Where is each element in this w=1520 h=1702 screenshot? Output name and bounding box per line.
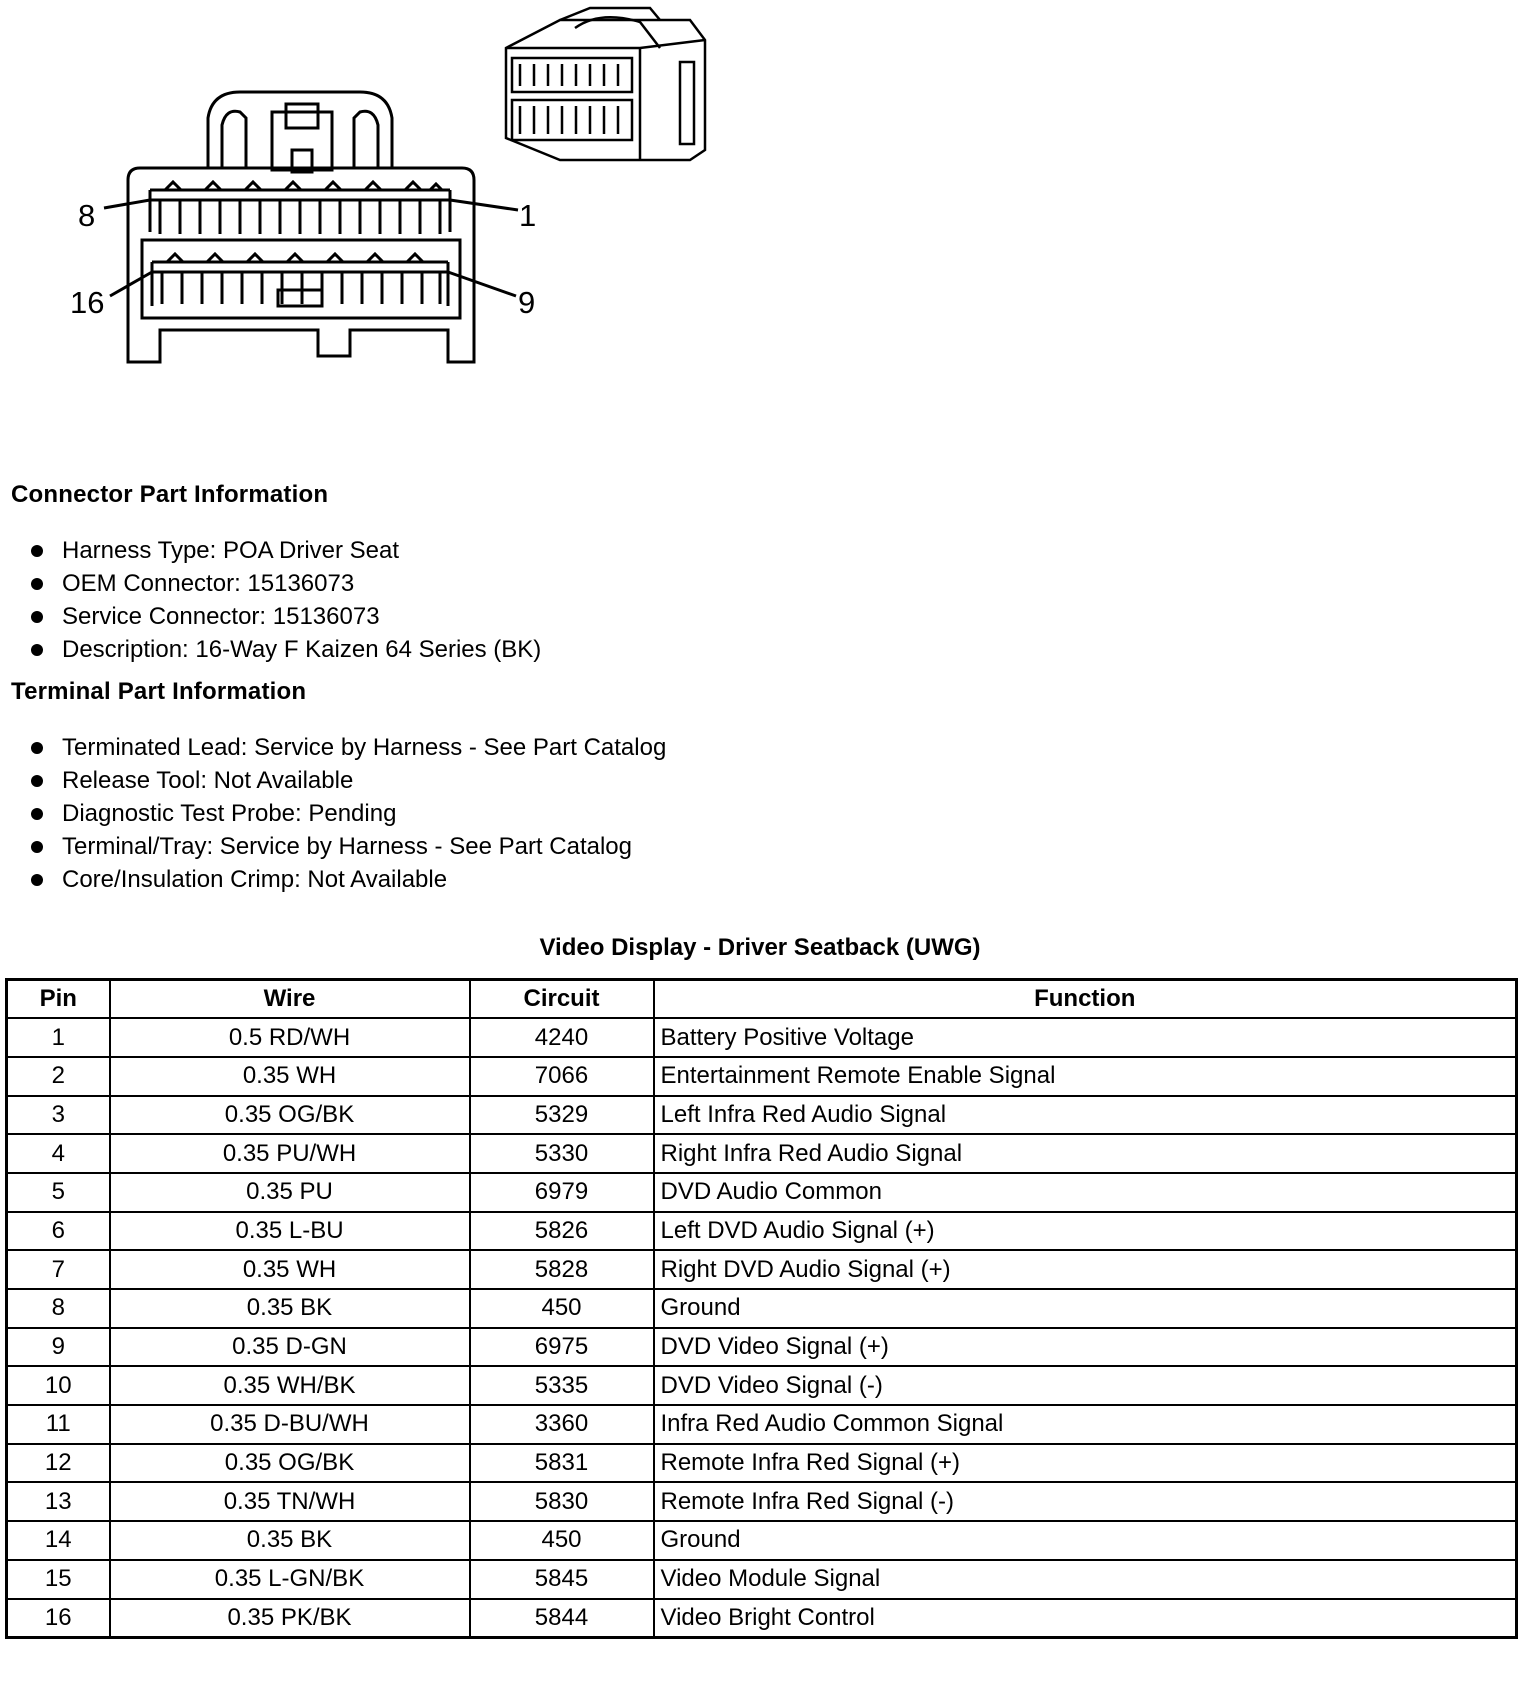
cell-pin: 4	[7, 1134, 110, 1173]
cell-circuit: 450	[470, 1521, 654, 1560]
info-list-item	[30, 534, 541, 567]
cell-pin: 9	[7, 1328, 110, 1367]
bullet-icon	[31, 611, 43, 623]
cell-wire: 0.35 TN/WH	[110, 1482, 470, 1521]
cell-wire: 0.35 D-GN	[110, 1328, 470, 1367]
cell-wire: 0.35 L-BU	[110, 1212, 470, 1251]
info-list-text: Core/Insulation Crimp: Not Available	[62, 866, 448, 893]
bullet-icon	[31, 578, 43, 590]
table-row	[7, 1289, 1517, 1328]
header-wire: Wire	[110, 980, 470, 1019]
terminal-part-info-heading: Terminal Part Information	[11, 678, 307, 705]
table-row	[7, 1560, 1517, 1599]
bullet-icon	[31, 545, 43, 557]
info-list-item	[30, 731, 666, 764]
cell-pin: 11	[7, 1405, 110, 1444]
connector-part-info-list	[30, 534, 541, 666]
cell-wire: 0.35 PU	[110, 1173, 470, 1212]
cell-pin: 12	[7, 1444, 110, 1483]
table-row	[7, 1599, 1517, 1638]
cell-circuit: 5826	[470, 1212, 654, 1251]
header-circuit: Circuit	[470, 980, 654, 1019]
cell-function: DVD Video Signal (-)	[654, 1366, 1517, 1405]
info-list-text: Harness Type: POA Driver Seat	[62, 537, 400, 564]
cell-circuit: 5831	[470, 1444, 654, 1483]
cell-function: Video Bright Control	[654, 1599, 1517, 1638]
bullet-icon	[31, 742, 43, 754]
info-list-text: Release Tool: Not Available	[62, 767, 354, 794]
info-list-text: Description: 16-Way F Kaizen 64 Series (BK)	[62, 636, 542, 663]
cell-circuit: 5830	[470, 1482, 654, 1521]
cell-function: Left DVD Audio Signal (+)	[654, 1212, 1517, 1251]
cell-wire: 0.35 OG/BK	[110, 1096, 470, 1135]
table-row	[7, 1521, 1517, 1560]
table-row	[7, 1328, 1517, 1367]
info-list-item	[30, 863, 666, 896]
cell-pin: 14	[7, 1521, 110, 1560]
cell-function: Video Module Signal	[654, 1560, 1517, 1599]
pin-label-9: 9	[518, 285, 536, 320]
cell-wire: 0.35 WH	[110, 1250, 470, 1289]
cell-pin: 10	[7, 1366, 110, 1405]
info-list-item	[30, 764, 666, 797]
connector-part-info-heading: Connector Part Information	[11, 481, 329, 508]
cell-circuit: 6979	[470, 1173, 654, 1212]
info-list-text: Terminal/Tray: Service by Harness - See Part Catalog	[62, 833, 632, 860]
info-list-text: Diagnostic Test Probe: Pending	[62, 800, 397, 827]
cell-circuit: 4240	[470, 1018, 654, 1057]
connector-diagram	[0, 0, 760, 400]
table-row	[7, 1444, 1517, 1483]
cell-function: DVD Audio Common	[654, 1173, 1517, 1212]
cell-function: Remote Infra Red Signal (+)	[654, 1444, 1517, 1483]
bullet-icon	[31, 841, 43, 853]
table-row	[7, 1366, 1517, 1405]
cell-circuit: 3360	[470, 1405, 654, 1444]
table-row	[7, 1057, 1517, 1096]
cell-function: Right Infra Red Audio Signal	[654, 1134, 1517, 1173]
cell-wire: 0.35 D-BU/WH	[110, 1405, 470, 1444]
cell-circuit: 5335	[470, 1366, 654, 1405]
pin-label-1: 1	[519, 198, 537, 233]
info-list-text: Service Connector: 15136073	[62, 603, 380, 630]
cell-wire: 0.35 WH/BK	[110, 1366, 470, 1405]
cell-wire: 0.35 BK	[110, 1521, 470, 1560]
cell-wire: 0.35 BK	[110, 1289, 470, 1328]
cell-circuit: 5845	[470, 1560, 654, 1599]
cell-function: Ground	[654, 1521, 1517, 1560]
info-list-item	[30, 633, 541, 666]
cell-pin: 5	[7, 1173, 110, 1212]
bullet-icon	[31, 874, 43, 886]
cell-pin: 7	[7, 1250, 110, 1289]
table-row	[7, 1212, 1517, 1251]
cell-pin: 6	[7, 1212, 110, 1251]
info-list-text: OEM Connector: 15136073	[62, 570, 355, 597]
cell-pin: 2	[7, 1057, 110, 1096]
info-list-text: Terminated Lead: Service by Harness - See Part Catalog	[62, 734, 667, 761]
pin-label-16: 16	[70, 285, 105, 320]
pinout-table-header-row	[7, 980, 1517, 1019]
cell-circuit: 5844	[470, 1599, 654, 1638]
cell-pin: 1	[7, 1018, 110, 1057]
cell-circuit: 5828	[470, 1250, 654, 1289]
connector-front-face	[104, 92, 518, 362]
cell-function: DVD Video Signal (+)	[654, 1328, 1517, 1367]
header-function: Function	[654, 980, 1517, 1019]
cell-wire: 0.35 WH	[110, 1057, 470, 1096]
pin-label-8: 8	[78, 198, 96, 233]
cell-function: Entertainment Remote Enable Signal	[654, 1057, 1517, 1096]
pinout-table-title: Video Display - Driver Seatback (UWG)	[539, 934, 981, 961]
cell-circuit: 450	[470, 1289, 654, 1328]
info-list-item	[30, 567, 541, 600]
bullet-icon	[31, 775, 43, 787]
cell-wire: 0.5 RD/WH	[110, 1018, 470, 1057]
cell-circuit: 7066	[470, 1057, 654, 1096]
table-row	[7, 1173, 1517, 1212]
info-list-item	[30, 600, 541, 633]
cell-wire: 0.35 L-GN/BK	[110, 1560, 470, 1599]
cell-function: Infra Red Audio Common Signal	[654, 1405, 1517, 1444]
cell-pin: 8	[7, 1289, 110, 1328]
cell-function: Ground	[654, 1289, 1517, 1328]
cell-function: Right DVD Audio Signal (+)	[654, 1250, 1517, 1289]
cell-wire: 0.35 PU/WH	[110, 1134, 470, 1173]
cell-pin: 3	[7, 1096, 110, 1135]
connector-isometric-illustration	[506, 8, 705, 160]
cell-pin: 15	[7, 1560, 110, 1599]
table-row	[7, 1405, 1517, 1444]
info-list-item	[30, 797, 666, 830]
cell-circuit: 5330	[470, 1134, 654, 1173]
bullet-icon	[31, 644, 43, 656]
cell-function: Battery Positive Voltage	[654, 1018, 1517, 1057]
cell-circuit: 5329	[470, 1096, 654, 1135]
cell-circuit: 6975	[470, 1328, 654, 1367]
cell-wire: 0.35 OG/BK	[110, 1444, 470, 1483]
table-row	[7, 1018, 1517, 1057]
table-row	[7, 1134, 1517, 1173]
pinout-table	[5, 978, 1518, 1639]
table-row	[7, 1482, 1517, 1521]
cell-function: Left Infra Red Audio Signal	[654, 1096, 1517, 1135]
header-pin: Pin	[7, 980, 110, 1019]
cell-function: Remote Infra Red Signal (-)	[654, 1482, 1517, 1521]
table-row	[7, 1250, 1517, 1289]
bullet-icon	[31, 808, 43, 820]
cell-pin: 13	[7, 1482, 110, 1521]
cell-pin: 16	[7, 1599, 110, 1638]
table-row	[7, 1096, 1517, 1135]
terminal-part-info-list	[30, 731, 666, 896]
cell-wire: 0.35 PK/BK	[110, 1599, 470, 1638]
info-list-item	[30, 830, 666, 863]
